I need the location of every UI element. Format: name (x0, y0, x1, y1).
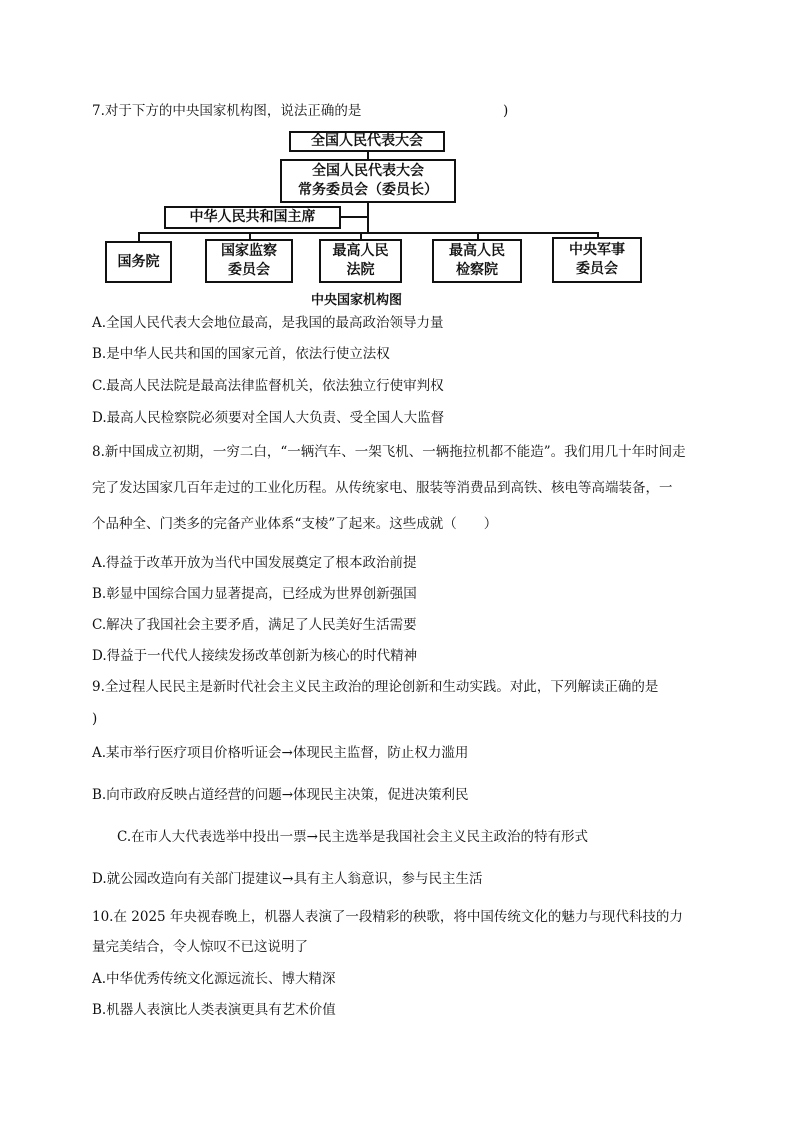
q8-option-a: A.得益于改革开放为当代中国发展奠定了根本政治前提 (92, 555, 417, 571)
q7-option-a: A.全国人民代表大会地位最高，是我国的最高政治领导力量 (92, 315, 444, 331)
connector-trunk (367, 202, 369, 232)
q9-option-d: D.就公园改造向有关部门提建议→具有主人翁意识，参与民主生活 (92, 871, 483, 887)
npc-box (289, 131, 445, 152)
connector-bar (138, 232, 599, 234)
q8-stem-line-1: 8.新中国成立初期，一穷二白，“一辆汽车、一架飞机、一辆拖拉机都不能造”。我们用几十年时间走 (92, 444, 686, 460)
connector-president (340, 216, 367, 218)
central-state-organs-diagram (0, 0, 794, 320)
president-box (164, 206, 341, 229)
supervision-commission-label: 国家监察 委员会 (221, 243, 277, 278)
q7-option-c: C.最高人民法院是最高法律监督机关，依法独立行使审判权 (92, 378, 444, 394)
q8-stem-line-2: 完了发达国家几百年走过的工业化历程。从传统家电、服装等消费品到高铁、核电等高端装备，一 (92, 480, 673, 496)
npcsc-box (280, 159, 456, 203)
military-commission-box (552, 237, 642, 283)
q7-paren: ) (503, 103, 509, 119)
q10-stem-line-1: 10.在 2025 年央视春晚上，机器人表演了一段精彩的秧歌，将中国传统文化的魅力与现代科技的力 (92, 909, 683, 925)
q9-option-c: C.在市人大代表选举中投出一票→民主选举是我国社会主义民主政治的特有形式 (117, 829, 588, 845)
q7-option-d: D.最高人民检察院必须要对全国人大负责、受全国人大监督 (92, 410, 445, 426)
q8-option-d: D.得益于一代代人接续发扬改革创新为核心的时代精神 (92, 648, 418, 664)
q10-stem-line-2: 量完美结合，令人惊叹不已这说明了 (92, 939, 308, 955)
diagram-caption: 中央国家机构图 (311, 293, 403, 308)
q9-stem-line-1: 9.全过程人民民主是新时代社会主义民主政治的理论创新和生动实践。对此，下列解读正确的是 (92, 679, 659, 695)
president-label: 中华人民共和国主席 (189, 209, 316, 225)
q7-stem: 7.对于下方的中央国家机构图，说法正确的是 (92, 103, 362, 119)
q8-option-c: C.解决了我国社会主要矛盾，满足了人民美好生活需要 (92, 617, 417, 633)
q8-stem-line-3: 个品种全、门类多的完备产业体系“支棱”了起来。这些成就（ ） (92, 516, 498, 532)
supreme-court-box (319, 239, 402, 283)
q10-option-b: B.机器人表演比人类表演更具有艺术价值 (92, 1002, 336, 1018)
supreme-court-label: 最高人民 法院 (332, 243, 389, 278)
q10-option-a: A.中华优秀传统文化源远流长、博大精深 (92, 971, 336, 987)
q7-option-b: B.是中华人民共和国的国家元首，依法行使立法权 (92, 346, 390, 362)
state-council-label: 国务院 (117, 253, 160, 270)
q9-stem-line-2: ) (92, 711, 98, 727)
q9-option-b: B.向市政府反映占道经营的问题→体现民主决策，促进决策利民 (92, 787, 469, 803)
supervision-commission-box (205, 239, 293, 283)
military-commission-label: 中央军事 委员会 (569, 242, 625, 277)
q8-option-b: B.彰显中国综合国力显著提高，已经成为世界创新强国 (92, 586, 417, 602)
supreme-procuratorate-box (432, 239, 522, 283)
state-council-box (105, 241, 172, 283)
q9-option-a: A.某市举行医疗项目价格听证会→体现民主监督，防止权力滥用 (92, 745, 469, 761)
npc-label: 全国人民代表大会 (311, 133, 423, 149)
npcsc-label: 全国人民代表大会 常务委员会（委员长） (298, 163, 438, 198)
supreme-procuratorate-label: 最高人民 检察院 (449, 243, 505, 278)
